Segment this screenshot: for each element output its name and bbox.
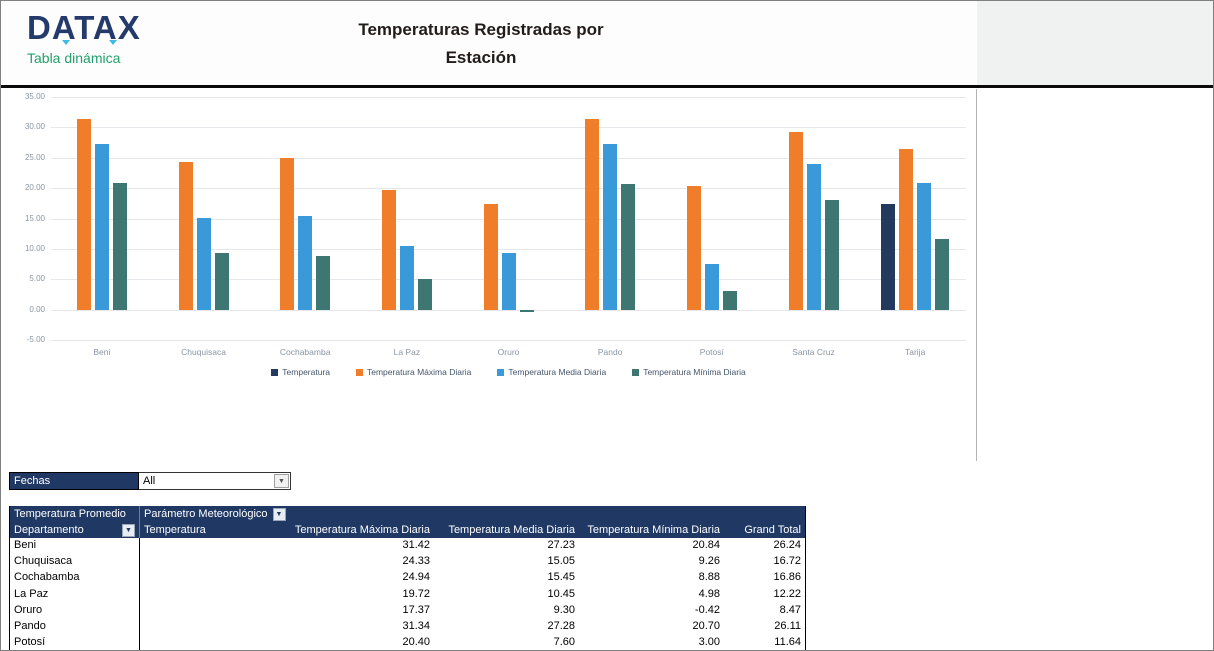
y-axis-tick-label: 35.00 (24, 92, 45, 101)
chart-bar-pando[interactable] (585, 119, 599, 309)
legend-item[interactable] (632, 367, 746, 377)
x-axis-category-label: Santa Cruz (792, 347, 835, 357)
pivot-table-body (10, 538, 805, 651)
row-label-cell[interactable]: La Paz (10, 587, 140, 603)
chart-legend (51, 367, 966, 377)
x-axis-category-label: Oruro (497, 347, 520, 357)
fechas-filter-label: Fechas (9, 472, 139, 490)
maxima-value-cell[interactable]: 31.42 (402, 539, 430, 551)
logo-text: DATAX (27, 9, 141, 46)
media-value-cell[interactable]: 10.45 (547, 587, 575, 600)
header-divider (1, 85, 1214, 88)
chart-bar-chuquisaca[interactable] (179, 162, 193, 310)
chart-bar-potosí[interactable] (687, 186, 701, 310)
media-value-cell[interactable]: 15.45 (547, 571, 575, 584)
legend-item[interactable] (497, 367, 606, 377)
temperatura-cell[interactable] (140, 635, 257, 651)
row-label-cell[interactable]: Pando (10, 619, 140, 635)
pivot-row-chuquisaca (10, 554, 805, 570)
chart-bar-cochabamba[interactable] (316, 256, 330, 310)
page-title-line1: Temperaturas Registradas por (358, 20, 604, 39)
pivot-row-beni (10, 538, 805, 554)
chart-bar-cochabamba[interactable] (298, 216, 312, 310)
minima-value-cell[interactable]: 8.88 (698, 571, 720, 584)
pivot-table (9, 506, 806, 651)
legend-label: Temperatura (282, 367, 330, 377)
departamento-filter-dropdown-icon[interactable]: ▼ (122, 524, 135, 537)
col-header-media[interactable]: Temperatura Media Diaria (448, 524, 575, 536)
grand-total-cell[interactable]: 11.64 (774, 636, 801, 649)
chart-bar-santa-cruz[interactable] (825, 200, 839, 309)
grand-total-cell[interactable]: 26.11 (774, 619, 801, 632)
minima-value-cell[interactable]: 9.26 (698, 555, 720, 568)
chart-bar-tarija[interactable] (881, 204, 895, 310)
chart-bar-beni[interactable] (77, 119, 91, 310)
pivot-header-row-1 (10, 506, 805, 522)
chart-bar-tarija[interactable] (899, 149, 913, 309)
temperatura-cell[interactable] (140, 554, 257, 570)
x-axis-category-label: La Paz (393, 347, 421, 357)
chart-bar-la-paz[interactable] (400, 246, 414, 310)
y-axis-tick-label: 10.00 (24, 243, 45, 253)
chart-bar-beni[interactable] (95, 144, 109, 309)
chart-bar-pando[interactable] (603, 144, 617, 310)
legend-swatch-icon (271, 369, 278, 376)
pivot-row-field-cell[interactable] (10, 522, 140, 538)
x-axis-category-label: Cochabamba (279, 347, 331, 357)
legend-label: Temperatura Media Diaria (508, 367, 607, 377)
chart-bar-tarija[interactable] (935, 239, 949, 310)
grand-total-cell[interactable]: 26.24 (773, 539, 801, 551)
chart-gridline (51, 158, 966, 159)
pivot-row-cochabamba (10, 570, 805, 586)
fechas-filter-value: All (143, 475, 156, 487)
minima-value-cell[interactable]: 4.98 (698, 587, 720, 600)
pivot-row-field-label: Departamento (14, 524, 84, 536)
datax-logo (27, 11, 227, 77)
pivot-row-pando (10, 619, 805, 635)
chart-bar-pando[interactable] (621, 184, 635, 310)
chart-bar-beni[interactable] (113, 183, 127, 310)
x-axis-category-label: Chuquisaca (181, 347, 226, 357)
y-axis-tick-label: 15.00 (24, 213, 45, 223)
grand-total-cell[interactable]: 8.47 (779, 603, 801, 616)
maxima-value-cell[interactable]: 17.37 (402, 603, 430, 616)
row-label-cell[interactable]: Potosí (10, 635, 140, 651)
grand-total-cell[interactable]: 12.22 (773, 587, 801, 600)
fechas-filter-combobox[interactable] (139, 472, 291, 490)
legend-label: Temperatura Máxima Diaria (367, 367, 472, 377)
pivot-field-label: Parámetro Meteorológico (144, 508, 268, 520)
media-value-cell[interactable]: 15.05 (547, 555, 575, 568)
pivot-row-la-paz (10, 587, 805, 603)
minima-value-cell[interactable]: 20.84 (692, 539, 720, 551)
pivot-header-row-2 (10, 522, 805, 538)
chart-bar-oruro[interactable] (484, 204, 498, 310)
chart-gridline (51, 127, 966, 128)
media-value-cell[interactable]: 27.28 (547, 619, 575, 632)
y-axis-tick-label: 0.00 (29, 304, 45, 314)
maxima-value-cell[interactable]: 24.94 (402, 571, 430, 584)
media-value-cell[interactable]: 27.23 (547, 539, 575, 551)
temperatura-cell[interactable] (140, 587, 257, 603)
fechas-filter-row (9, 472, 291, 490)
media-value-cell[interactable]: 9.30 (553, 603, 575, 616)
row-label-cell[interactable]: Beni (10, 538, 140, 554)
row-label-cell[interactable]: Cochabamba (10, 570, 140, 586)
chart-gridline (51, 340, 966, 341)
chart-bar-chuquisaca[interactable] (197, 218, 211, 309)
chart-gridline (51, 310, 966, 311)
chart-bar-potosí[interactable] (705, 264, 719, 310)
page-title-line2: Estación (445, 48, 517, 67)
pivot-field-cell[interactable] (140, 506, 805, 522)
temperatura-cell[interactable] (140, 538, 257, 554)
temperature-bar-chart[interactable] (9, 89, 977, 461)
minima-value-cell[interactable]: -0.42 (694, 603, 720, 616)
pivot-corner-label[interactable]: Temperatura Promedio (10, 506, 140, 522)
col-header-minima[interactable]: Temperatura Mínima Diaria (587, 524, 720, 536)
maxima-value-cell[interactable]: 19.72 (402, 587, 430, 600)
chart-bar-santa-cruz[interactable] (789, 132, 803, 310)
maxima-value-cell[interactable]: 24.33 (402, 555, 430, 568)
legend-item[interactable] (356, 367, 471, 377)
grand-total-cell[interactable]: 16.72 (773, 555, 801, 568)
col-header-grand-total[interactable]: Grand Total (744, 524, 801, 536)
chart-bar-la-paz[interactable] (418, 279, 432, 309)
chart-gridline (51, 97, 966, 98)
legend-swatch-icon (497, 369, 504, 376)
minima-value-cell[interactable]: 3.00 (698, 636, 720, 649)
logo-subtitle: Tabla dinámica (27, 50, 121, 66)
chart-bar-tarija[interactable] (917, 183, 931, 309)
header-band (1, 1, 1214, 86)
logo-accent-icon (109, 40, 117, 45)
x-axis-category-label: Pando (597, 347, 623, 357)
legend-item[interactable] (271, 367, 330, 377)
maxima-value-cell[interactable]: 20.40 (402, 636, 430, 649)
fechas-dropdown-button[interactable]: ▼ (274, 474, 289, 488)
y-axis-tick-label: 30.00 (24, 122, 45, 132)
chart-bar-la-paz[interactable] (382, 190, 396, 310)
chart-bar-santa-cruz[interactable] (807, 164, 821, 310)
media-value-cell[interactable]: 7.60 (553, 636, 575, 649)
y-axis-tick-label: 25.00 (24, 152, 45, 162)
pivot-row-oruro (10, 603, 805, 619)
header-corner-background (977, 1, 1214, 86)
chart-bar-potosí[interactable] (723, 291, 737, 309)
x-axis-category-label: Tarija (904, 347, 926, 357)
row-label-cell[interactable]: Oruro (10, 603, 140, 619)
chart-bar-oruro[interactable] (502, 253, 516, 310)
y-axis-tick-label: -5.00 (26, 335, 45, 344)
logo-accent-icon (62, 40, 70, 45)
y-axis-tick-label: 20.00 (24, 183, 45, 193)
temperatura-cell[interactable] (140, 619, 257, 635)
legend-swatch-icon (356, 369, 363, 376)
col-header-temperatura[interactable]: Temperatura (144, 524, 206, 536)
row-label-cell[interactable]: Chuquisaca (10, 554, 140, 570)
y-axis-tick-label: 5.00 (29, 274, 45, 284)
chart-bar-oruro[interactable] (520, 310, 534, 313)
pivot-row-potosí (10, 635, 805, 651)
field-filter-dropdown-icon[interactable]: ▼ (273, 508, 286, 521)
temperatura-cell[interactable] (140, 570, 257, 586)
x-axis-category-label: Potosí (699, 347, 724, 357)
x-axis-category-label: Beni (93, 347, 111, 357)
page-title (256, 16, 706, 72)
legend-label: Temperatura Mínima Diaria (643, 367, 746, 377)
grand-total-cell[interactable]: 16.86 (773, 571, 801, 584)
chart-bar-chuquisaca[interactable] (215, 253, 229, 309)
col-header-maxima[interactable]: Temperatura Máxima Diaria (294, 524, 430, 536)
temperatura-cell[interactable] (140, 603, 257, 619)
chart-bar-cochabamba[interactable] (280, 158, 294, 310)
legend-swatch-icon (632, 369, 639, 376)
minima-value-cell[interactable]: 20.70 (692, 619, 720, 632)
maxima-value-cell[interactable]: 31.34 (402, 619, 430, 632)
